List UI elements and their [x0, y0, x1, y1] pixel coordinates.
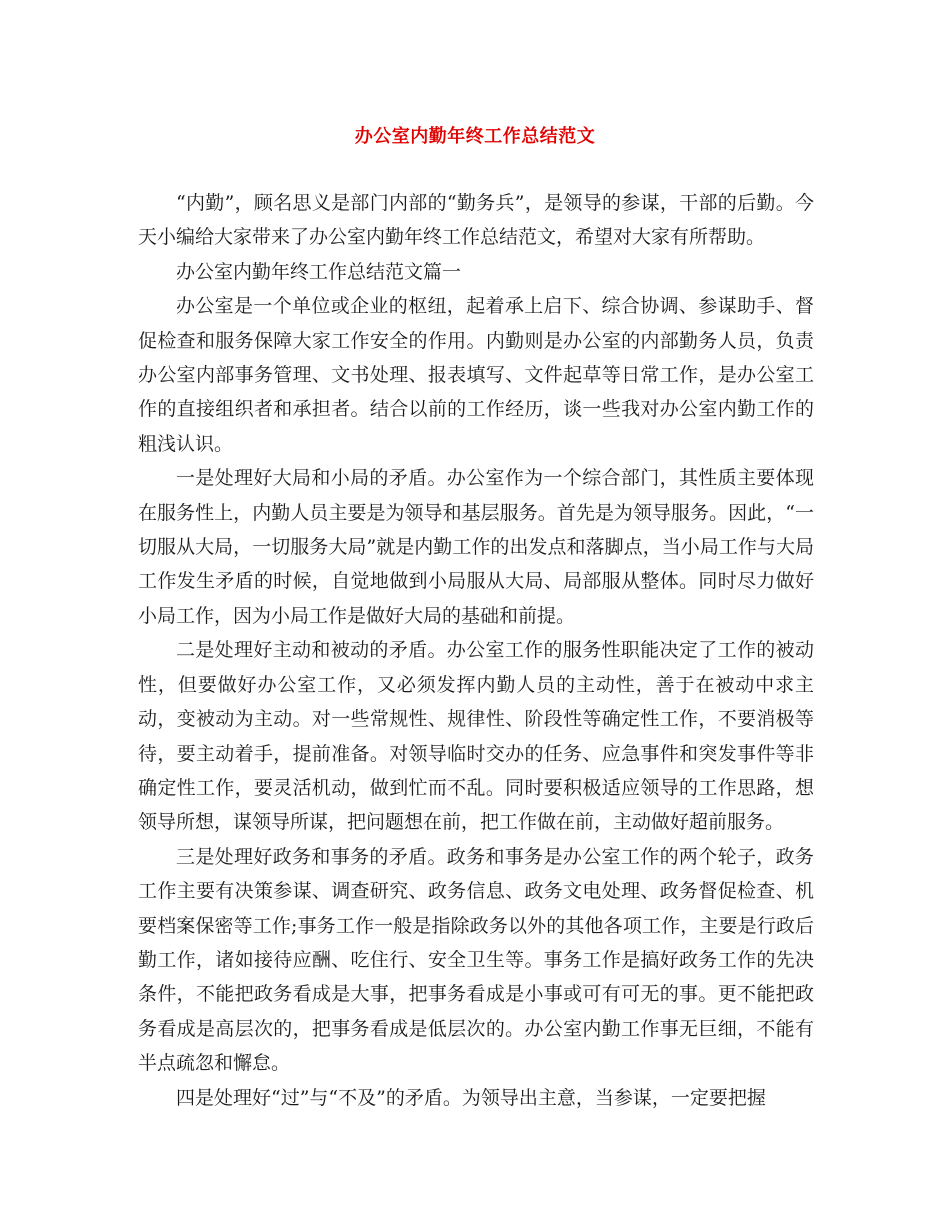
paragraph-point-two: 二是处理好主动和被动的矛盾。办公室工作的服务性职能决定了工作的被动性，但要做好办公室工作，又必须发挥内勤人员的主动性，善于在被动中求主动，变被动为主动。对一些常规性、规律性、阶段性等确定性工作，不要消极等待，要主动着手，提前准备。对领导临时交办的任务、应急事件和突发事件等非确定性工作，要灵活机动，做到忙而不乱。同时要积极适应领导的工作思路，想领导所想，谋领导所谋，把问题想在前，把工作做在前，主动做好超前服务。: [138, 639, 814, 834]
paragraph-point-three: 三是处理好政务和事务的矛盾。政务和事务是办公室工作的两个轮子，政务工作主要有决策参谋、调查研究、政务信息、政务文电处理、政务督促检查、机要档案保密等工作;事务工作一般是指除政务以外的其他各项工作，主要是行政后勤工作，诸如接待应酬、吃住行、安全卫生等。事务工作是搞好政务工作的先决条件，不能把政务看成是大事，把事务看成是小事或可有可无的事。更不能把政务看成是高层次的，把事务看成是低层次的。办公室内勤工作事无巨细，不能有半点疏忽和懈怠。: [138, 845, 814, 1075]
paragraph-intro: “内勤”，顾名思义是部门内部的“勤务兵”，是领导的参谋，干部的后勤。今天小编给大家带来了办公室内勤年终工作总结范文，希望对大家有所帮助。: [138, 192, 814, 249]
document-body: [138, 186, 814, 1115]
paragraph-office-role: 办公室是一个单位或企业的枢纽，起着承上启下、综合协调、参谋助手、督促检查和服务保障大家工作安全的作用。内勤则是办公室的内部勤务人员，负责办公室内部事务管理、文书处理、报表填写、文件起草等日常工作，是办公室工作的直接组织者和承担者。结合以前的工作经历，谈一些我对办公室内勤工作的粗浅认识。: [138, 295, 814, 455]
document-title: 办公室内勤年终工作总结范文: [354, 126, 596, 147]
paragraph-section-heading: 办公室内勤年终工作总结范文篇一: [176, 260, 462, 283]
paragraph-point-one: 一是处理好大局和小局的矛盾。办公室作为一个综合部门，其性质主要体现在服务性上，内勤人员主要是为领导和基层服务。首先是为领导服务。因此，“一切服从大局，一切服务大局”就是内勤工作的出发点和落脚点，当小局工作与大局工作发生矛盾的时候，自觉地做到小局服从大局、局部服从整体。同时尽力做好小局工作，因为小局工作是做好大局的基础和前提。: [138, 467, 814, 627]
paragraph-point-four: 四是处理好“过”与“不及”的矛盾。为领导出主意，当参谋，一定要把握: [176, 1086, 766, 1109]
